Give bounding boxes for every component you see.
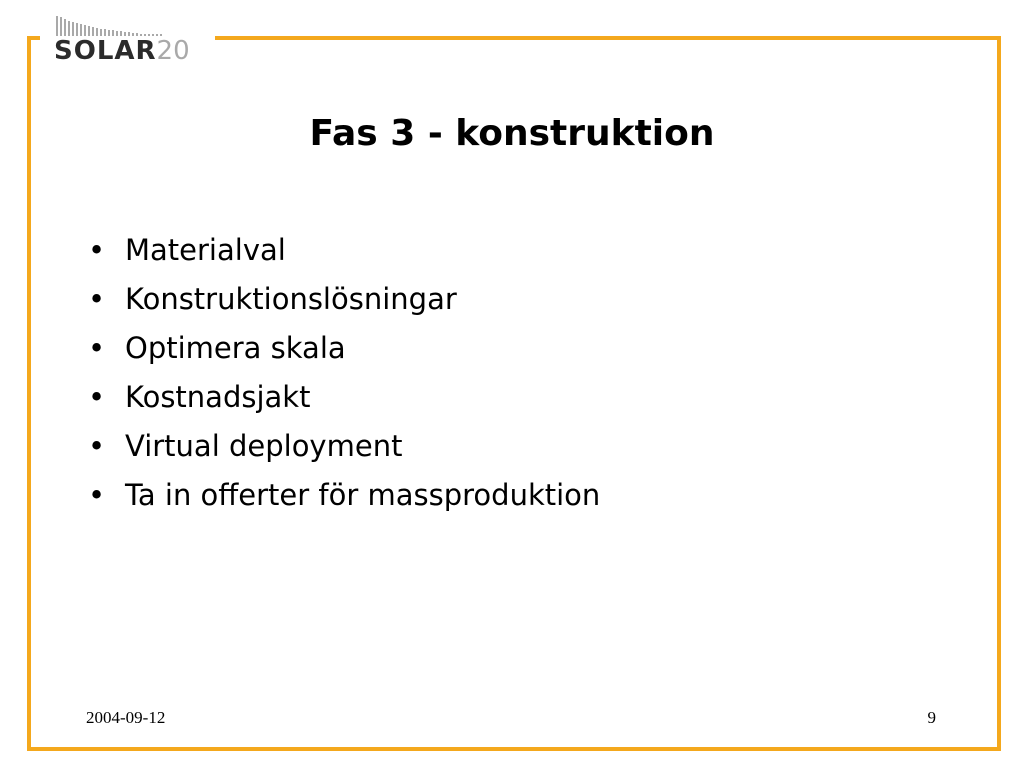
logo-bars-icon (56, 16, 176, 36)
logo-text (54, 36, 190, 66)
bullet-dot-icon: • (88, 478, 106, 512)
logo-text-main: SOLAR (54, 36, 157, 66)
page-number: 9 (927, 708, 936, 727)
bullet-dot-icon: • (88, 380, 106, 414)
bullet-item (88, 324, 600, 373)
footer-date: 2004-09-12 (86, 708, 166, 727)
bullet-text: Konstruktionslösningar (125, 282, 457, 316)
bullet-text: Materialval (125, 233, 286, 267)
bullet-text: Optimera skala (125, 331, 346, 365)
slide-title: Fas 3 - konstruktion (309, 113, 715, 154)
bullet-dot-icon: • (88, 331, 106, 365)
bullet-item (88, 422, 600, 471)
bullet-text: Kostnadsjakt (125, 380, 311, 414)
bullet-item (88, 226, 600, 275)
bullet-dot-icon: • (88, 282, 106, 316)
logo (40, 14, 215, 64)
bullet-dot-icon: • (88, 429, 106, 463)
bullet-text: Ta in offerter för massproduktion (125, 478, 601, 512)
bullet-item (88, 275, 600, 324)
bullet-list (88, 226, 600, 520)
logo-text-number: 20 (156, 36, 190, 66)
bullet-item (88, 373, 600, 422)
bullet-dot-icon: • (88, 233, 106, 267)
bullet-text: Virtual deployment (125, 429, 403, 463)
bullet-item (88, 471, 600, 520)
